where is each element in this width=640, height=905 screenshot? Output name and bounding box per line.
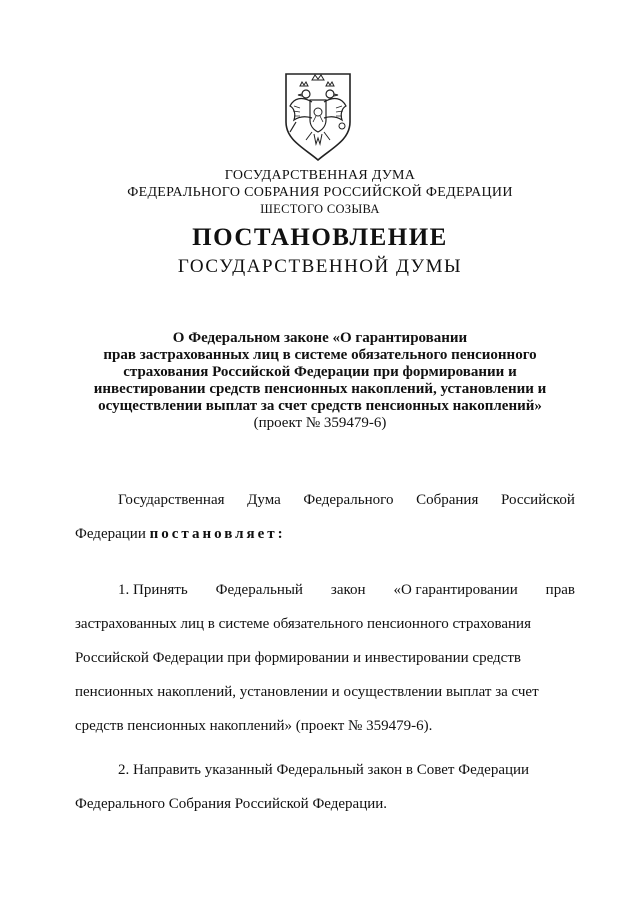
subject-line: О Федеральном законе «О гарантировании xyxy=(172,330,468,346)
item-1-line: застрахованных лиц в системе обязательного пенсионного страхования xyxy=(75,616,531,632)
preamble-line-2 xyxy=(75,524,575,544)
resolution-verb: постановляет: xyxy=(149,526,286,542)
org-convocation: ШЕСТОГО СОЗЫВА xyxy=(260,202,380,216)
subject-line: осуществлении выплат за счет средств пенсионных накоплений» xyxy=(98,398,542,414)
word: Государственная xyxy=(118,492,225,508)
item-1-paragraph xyxy=(75,580,575,736)
item-1-line-1 xyxy=(75,580,575,600)
item-2-paragraph xyxy=(75,760,575,814)
project-number: (проект № 359479-6) xyxy=(253,415,387,431)
document-subtitle: ГОСУДАРСТВЕННОЙ ДУМЫ xyxy=(177,256,463,277)
document-title: ПОСТАНОВЛЕНИЕ xyxy=(192,224,448,251)
word: 1. Принять xyxy=(118,582,188,598)
item-2-line-1: 2. Направить указанный Федеральный закон в Совет Федерации xyxy=(118,762,530,778)
word: «О гарантировании xyxy=(393,582,518,598)
word: прав xyxy=(545,582,575,598)
word: Дума xyxy=(247,492,281,508)
subject-block xyxy=(70,330,570,432)
org-line-1: ГОСУДАРСТВЕННАЯ ДУМА xyxy=(224,168,416,183)
preamble-paragraph xyxy=(75,490,575,544)
subject-line: страхования Российской Федерации при формировании и xyxy=(123,364,517,380)
item-1-line: средств пенсионных накоплений» (проект № 359479-6). xyxy=(75,718,433,734)
preamble-line-1 xyxy=(75,490,575,510)
item-1-line: Российской Федерации при формировании и инвестировании средств xyxy=(75,650,521,666)
word: Собрания xyxy=(416,492,479,508)
word: Российской xyxy=(501,492,575,508)
item-2-line-2: Федерального Собрания Российской Федерации. xyxy=(75,796,388,812)
word: Федеральный xyxy=(215,582,303,598)
word: Федерального xyxy=(303,492,394,508)
subject-line: прав застрахованных лиц в системе обязательного пенсионного xyxy=(103,347,537,363)
subject-line: инвестировании средств пенсионных накоплений, установлении и xyxy=(93,381,547,397)
russian-coat-of-arms-icon xyxy=(272,70,364,162)
word: закон xyxy=(330,582,366,598)
item-1-line: пенсионных накоплений, установлении и осуществлении выплат за счет xyxy=(75,684,539,700)
preamble-prefix: Федерации xyxy=(75,526,146,542)
org-line-2: ФЕДЕРАЛЬНОГО СОБРАНИЯ РОССИЙСКОЙ ФЕДЕРАЦИИ xyxy=(127,185,513,200)
